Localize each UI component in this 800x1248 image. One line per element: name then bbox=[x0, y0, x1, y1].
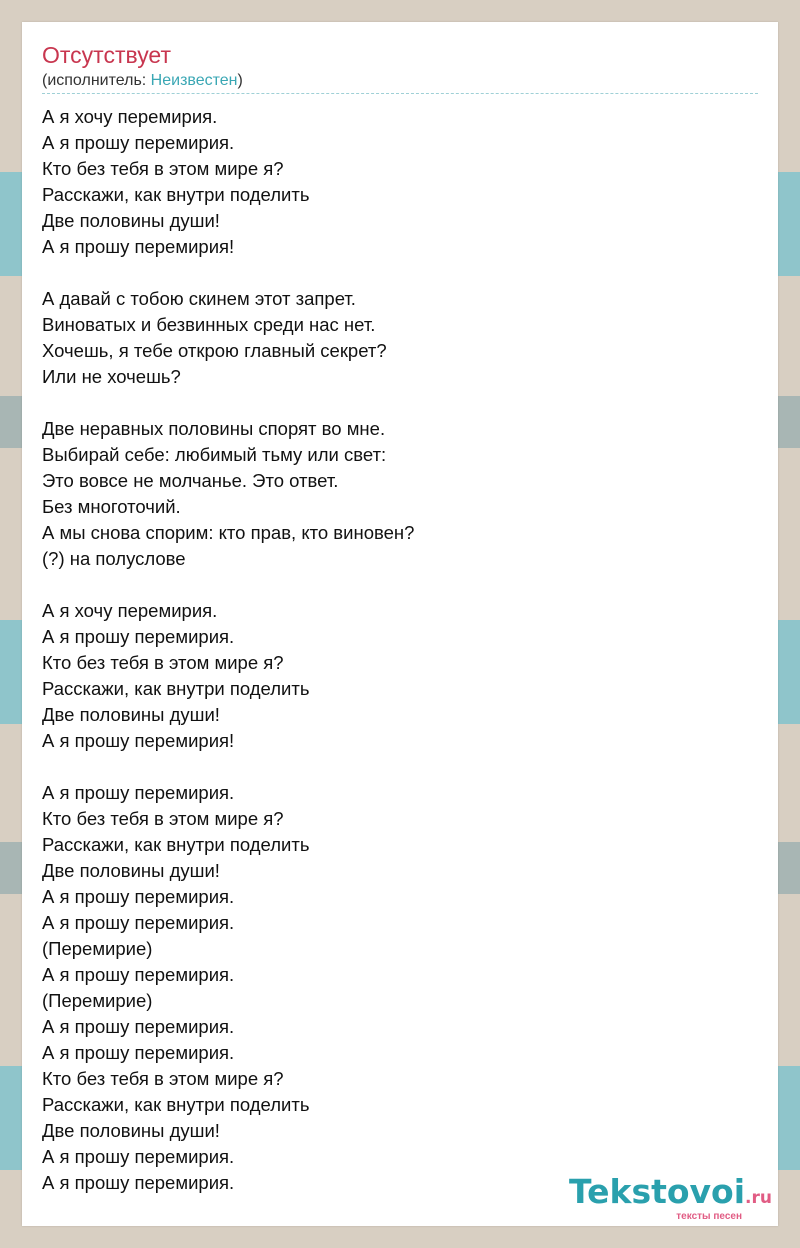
lyrics-line: Две половины души! bbox=[42, 210, 220, 231]
lyrics-card bbox=[22, 22, 778, 1226]
lyrics-line: А я прошу перемирия. bbox=[42, 912, 235, 933]
lyrics-line: А я хочу перемирия. bbox=[42, 600, 218, 621]
artist-prefix: (исполнитель: bbox=[42, 72, 151, 89]
lyrics-line: Две половины души! bbox=[42, 704, 220, 725]
lyrics-line: А я прошу перемирия. bbox=[42, 964, 235, 985]
lyrics-line: Кто без тебя в этом мире я? bbox=[42, 1068, 284, 1089]
site-logo[interactable] bbox=[569, 1172, 772, 1222]
logo-tld: .ru bbox=[745, 1188, 772, 1208]
divider bbox=[42, 93, 758, 94]
lyrics-body bbox=[42, 104, 742, 1196]
lyrics-line: А я прошу перемирия. bbox=[42, 1042, 235, 1063]
lyrics-line: Кто без тебя в этом мире я? bbox=[42, 158, 284, 179]
lyrics-stanza bbox=[42, 286, 742, 390]
artist-suffix: ) bbox=[237, 72, 243, 89]
lyrics-line: Расскажи, как внутри поделить bbox=[42, 184, 310, 205]
lyrics-line: Две половины души! bbox=[42, 1120, 220, 1141]
song-title: Отсутствует bbox=[42, 42, 171, 68]
lyrics-line: Кто без тебя в этом мире я? bbox=[42, 652, 284, 673]
lyrics-stanza bbox=[42, 104, 742, 260]
lyrics-stanza bbox=[42, 416, 742, 572]
lyrics-line: Или не хочешь? bbox=[42, 366, 181, 387]
lyrics-line: Кто без тебя в этом мире я? bbox=[42, 808, 284, 829]
lyrics-line: А мы снова спорим: кто прав, кто виновен? bbox=[42, 522, 415, 543]
lyrics-line: Выбирай себе: любимый тьму или свет: bbox=[42, 444, 387, 465]
lyrics-line: Виноватых и безвинных среди нас нет. bbox=[42, 314, 376, 335]
artist-link[interactable]: Неизвестен bbox=[150, 72, 238, 89]
lyrics-line: А я хочу перемирия. bbox=[42, 106, 218, 127]
lyrics-line: (Перемирие) bbox=[42, 990, 153, 1011]
logo-name: Tekstovoi bbox=[569, 1172, 746, 1211]
lyrics-line: А давай с тобою скинем этот запрет. bbox=[42, 288, 356, 309]
lyrics-line: А я прошу перемирия. bbox=[42, 1146, 235, 1167]
lyrics-stanza bbox=[42, 598, 742, 754]
lyrics-line: Две неравных половины спорят во мне. bbox=[42, 418, 386, 439]
lyrics-line: А я прошу перемирия! bbox=[42, 236, 235, 257]
lyrics-line: А я прошу перемирия. bbox=[42, 626, 235, 647]
lyrics-line: Хочешь, я тебе открою главный секрет? bbox=[42, 340, 387, 361]
lyrics-line: (Перемирие) bbox=[42, 938, 153, 959]
lyrics-line: А я прошу перемирия. bbox=[42, 886, 235, 907]
lyrics-line: Расскажи, как внутри поделить bbox=[42, 678, 310, 699]
lyrics-line: А я прошу перемирия. bbox=[42, 132, 235, 153]
lyrics-line: А я прошу перемирия. bbox=[42, 782, 235, 803]
logo-tagline: тексты песен bbox=[676, 1211, 742, 1222]
lyrics-line: Расскажи, как внутри поделить bbox=[42, 834, 310, 855]
lyrics-line: Расскажи, как внутри поделить bbox=[42, 1094, 310, 1115]
lyrics-line: Это вовсе не молчанье. Это ответ. bbox=[42, 470, 339, 491]
lyrics-line: А я прошу перемирия! bbox=[42, 730, 235, 751]
lyrics-line: А я прошу перемирия. bbox=[42, 1016, 235, 1037]
lyrics-line: А я прошу перемирия. bbox=[42, 1172, 235, 1193]
lyrics-line: (?) на полуслове bbox=[42, 548, 186, 569]
lyrics-line: Две половины души! bbox=[42, 860, 220, 881]
artist-line bbox=[42, 72, 243, 90]
lyrics-line: Без многоточий. bbox=[42, 496, 181, 517]
lyrics-stanza bbox=[42, 780, 742, 1196]
